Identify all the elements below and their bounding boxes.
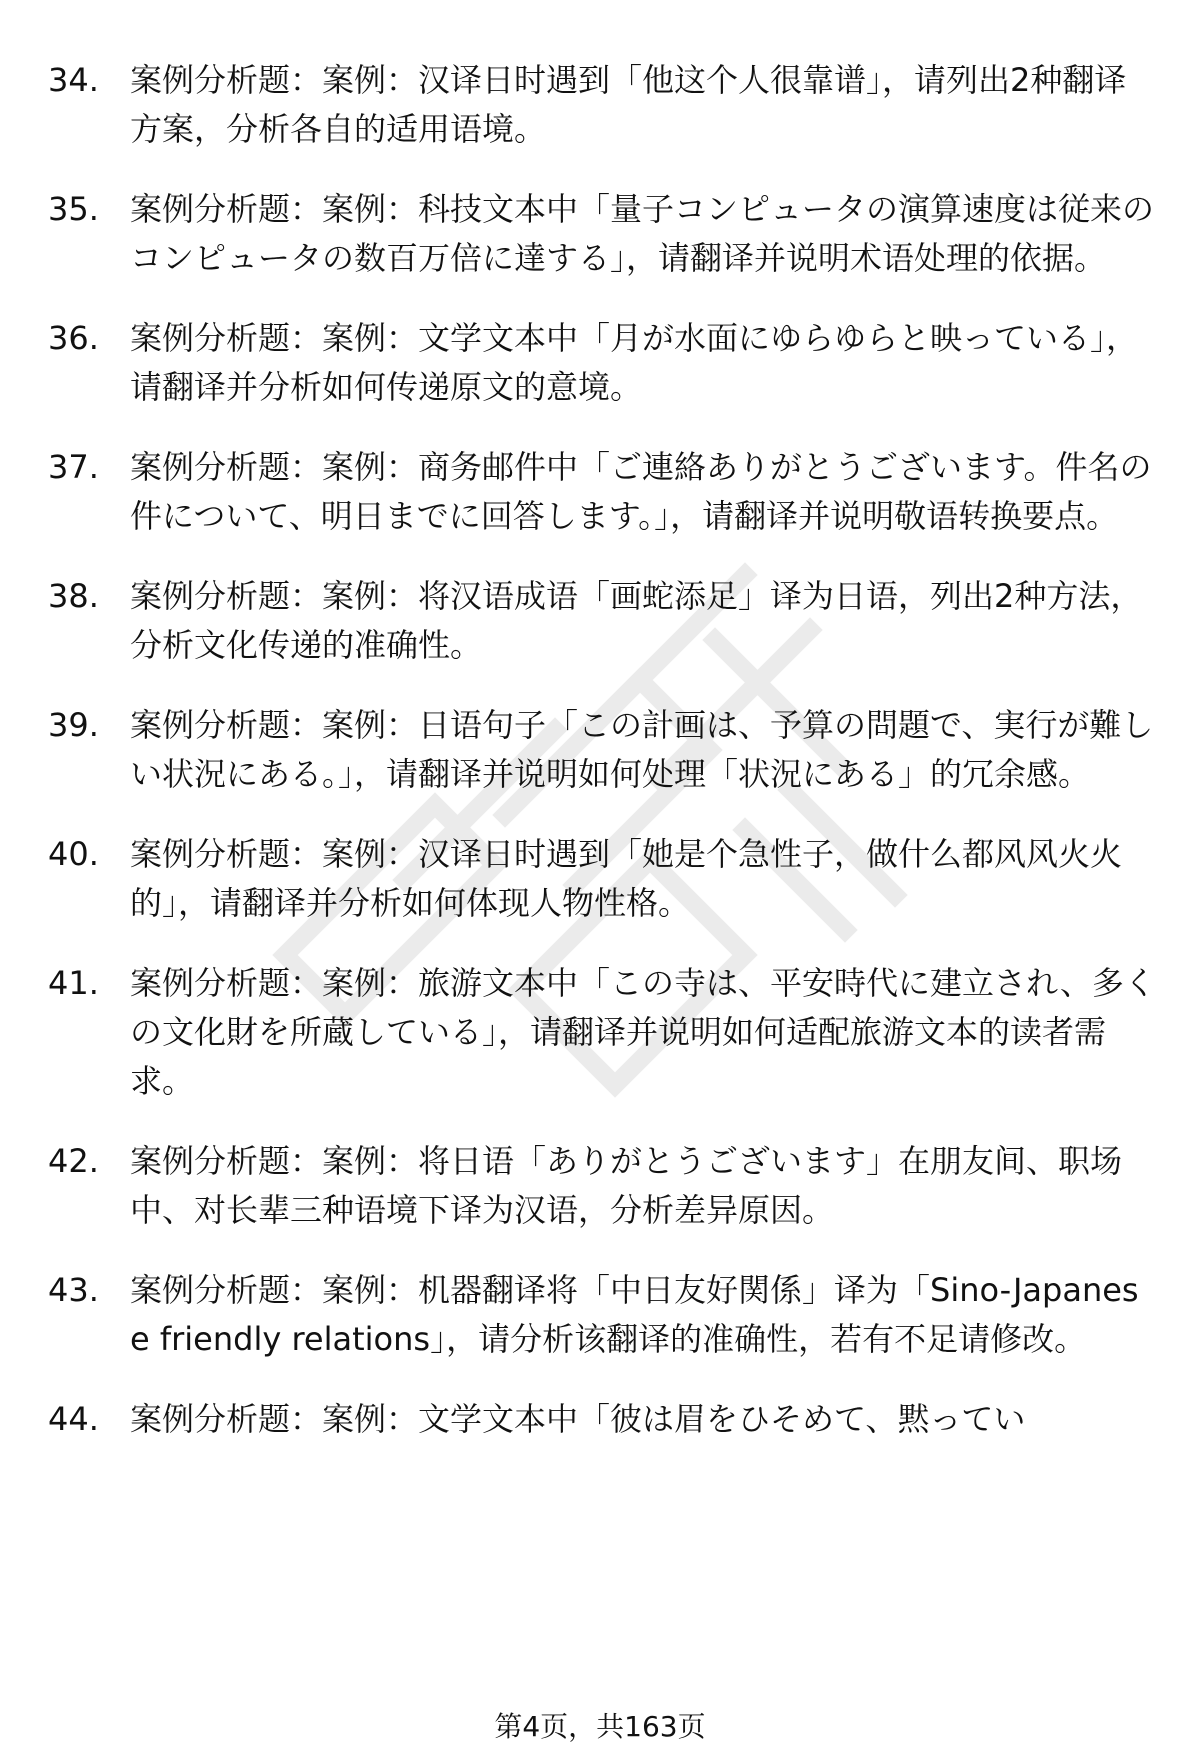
question-number: 36. (48, 319, 99, 357)
question-item-41 (48, 959, 1158, 1106)
question-item-36 (48, 314, 1158, 412)
question-number: 40. (48, 835, 99, 873)
question-item-38 (48, 572, 1158, 670)
question-number: 39. (48, 706, 99, 744)
question-item-39 (48, 701, 1158, 799)
question-item-37 (48, 443, 1158, 541)
question-item-44 (48, 1395, 1158, 1444)
question-item-34 (48, 56, 1158, 154)
question-number: 42. (48, 1142, 99, 1180)
question-text: 案例分析题：案例：汉译日时遇到「她是个急性子，做什么都风风火火的」，请翻译并分析如何体现人物性格。 (130, 835, 1123, 922)
question-text: 案例分析题：案例：文学文本中「月が水面にゆらゆらと映っている」，请翻译并分析如何传递原文的意境。 (130, 319, 1139, 406)
question-number: 41. (48, 964, 99, 1002)
question-text: 案例分析题：案例：科技文本中「量子コンピュータの演算速度は従来のコンピュータの数百万倍に達する」，请翻译并说明术语处理的依据。 (130, 190, 1155, 277)
question-item-42 (48, 1137, 1158, 1235)
question-item-35 (48, 185, 1158, 283)
question-text: 案例分析题：案例：将日语「ありがとうございます」在朋友间、职场中、对长辈三种语境下译为汉语，分析差异原因。 (130, 1142, 1123, 1229)
question-text: 案例分析题：案例：机器翻译将「中日友好関係」译为「Sino-Japanese friendly relations」，请分析该翻译的准确性，若有不足请修改。 (130, 1271, 1139, 1358)
question-item-40 (48, 830, 1158, 928)
question-item-43 (48, 1266, 1158, 1364)
question-number: 37. (48, 448, 99, 486)
question-text: 案例分析题：案例：商务邮件中「ご連絡ありがとうございます。件名の件について、明日までに回答します。」，请翻译并说明敬语转换要点。 (130, 448, 1152, 535)
question-number: 43. (48, 1271, 99, 1309)
question-number: 34. (48, 61, 99, 99)
question-list (48, 56, 1158, 1475)
question-text: 案例分析题：案例：汉译日时遇到「他这个人很靠谱」，请列出2种翻译方案，分析各自的适用语境。 (130, 61, 1127, 148)
question-number: 35. (48, 190, 99, 228)
question-number: 38. (48, 577, 99, 615)
question-text: 案例分析题：案例：日语句子「この計画は、予算の問題で、実行が難しい状況にある。」，请翻译并说明如何处理「状況にある」的冗余感。 (130, 706, 1154, 793)
question-text: 案例分析题：案例：文学文本中「彼は眉をひそめて、黙ってい (130, 1400, 1026, 1438)
question-text: 案例分析题：案例：旅游文本中「この寺は、平安時代に建立され、多くの文化財を所蔵している」，请翻译并说明如何适配旅游文本的读者需求。 (130, 964, 1156, 1100)
question-number: 44. (48, 1400, 99, 1438)
page-footer: 第4页，共163页 (494, 1710, 706, 1743)
question-text: 案例分析题：案例：将汉语成语「画蛇添足」译为日语，列出2种方法，分析文化传递的准确性。 (130, 577, 1143, 664)
